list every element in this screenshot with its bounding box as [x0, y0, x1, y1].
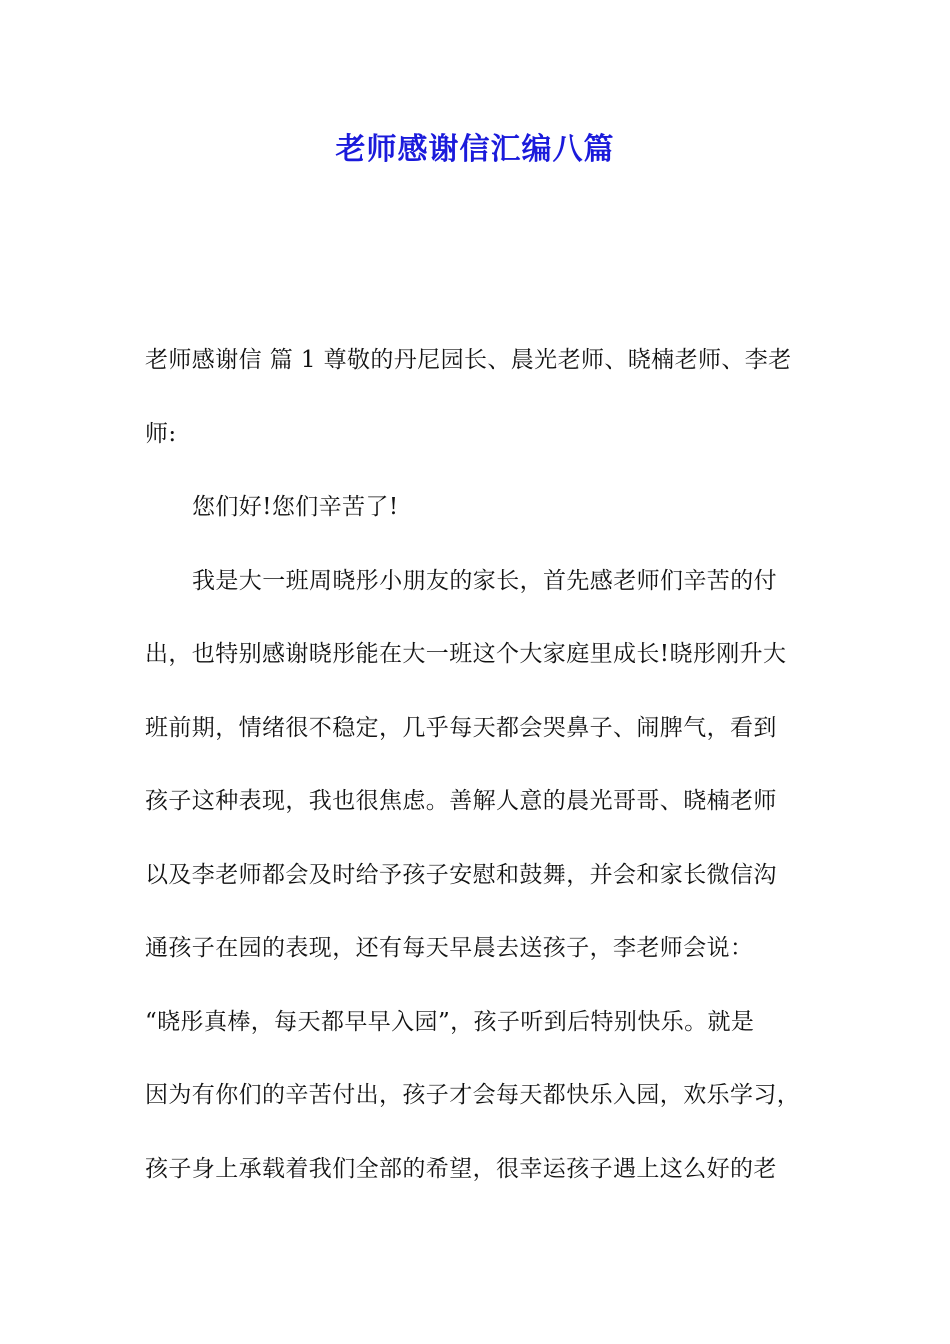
body-line: 师:: [145, 420, 177, 447]
body-line: 孩子这种表现，我也很焦虑。善解人意的晨光哥哥、晓楠老师: [145, 788, 777, 814]
document-title: 老师感谢信汇编八篇: [335, 132, 615, 167]
body-line: 出，也特别感谢晓彤能在大一班这个大家庭里成长!晓彤刚升大: [145, 641, 787, 667]
body-line: 老师感谢信 篇 1 尊敬的丹尼园长、晨光老师、晓楠老师、李老: [145, 347, 792, 373]
body-line: 因为有你们的辛苦付出，孩子才会每天都快乐入园，欢乐学习，: [145, 1082, 801, 1108]
body-line: 您们好!您们辛苦了!: [192, 494, 399, 520]
body-line: 以及李老师都会及时给予孩子安慰和鼓舞，并会和家长微信沟: [145, 861, 777, 888]
body-line: “晓彤真棒，每天都早早入园”，孩子听到后特别快乐。就是: [145, 1008, 755, 1035]
body-line: 孩子身上承载着我们全部的希望，很幸运孩子遇上这么好的老: [145, 1155, 777, 1182]
body-line: 班前期，情绪很不稳定，几乎每天都会哭鼻子、闹脾气，看到: [145, 714, 777, 741]
document-body: [145, 337, 815, 1219]
body-line: 通孩子在园的表现，还有每天早晨去送孩子，李老师会说：: [145, 935, 754, 961]
body-line: 我是大一班周晓彤小朋友的家长，首先感老师们辛苦的付: [192, 567, 777, 594]
